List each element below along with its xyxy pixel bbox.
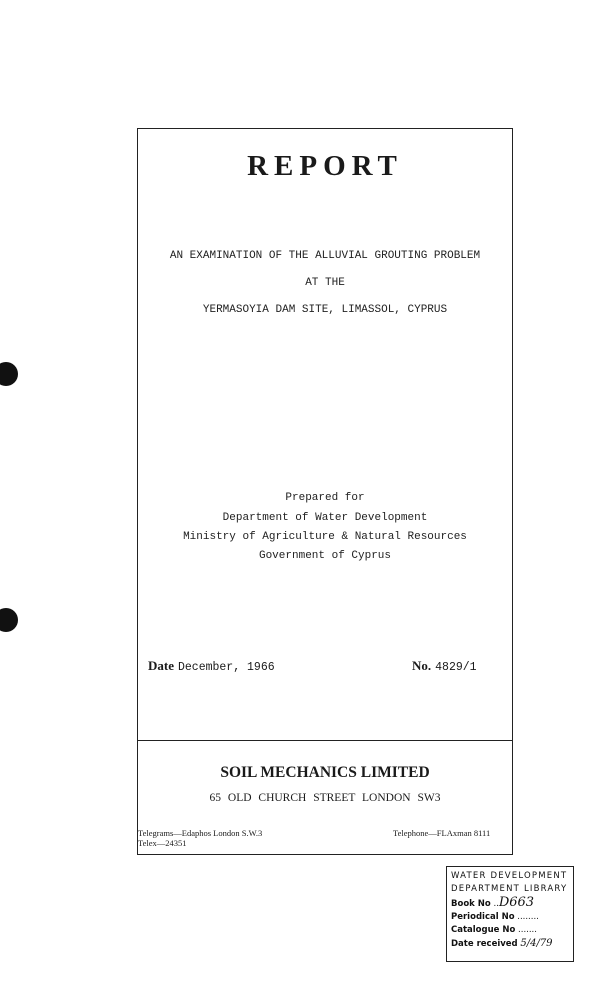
stamp-catalogue-row: Catalogue No ....... <box>451 925 537 935</box>
stamp-date-row <box>451 937 569 951</box>
number-value: 4829/1 <box>435 661 477 674</box>
prepared-for-label: Prepared for <box>285 492 365 504</box>
stamp-line-2: DEPARTMENT LIBRARY <box>451 884 568 894</box>
subject-line-3: YERMASOYIA DAM SITE, LIMASSOL, CYPRUS <box>202 304 448 316</box>
client-line-2: Ministry of Agriculture & Natural Resources <box>183 531 467 543</box>
report-title: REPORT <box>247 150 403 182</box>
footer-divider <box>137 740 513 741</box>
telegrams-line: Telegrams—Edaphos London S.W.3 <box>138 828 263 838</box>
book-number: D663 <box>498 895 535 910</box>
subject-line-2: AT THE <box>305 277 345 289</box>
date-value: December, 1966 <box>178 661 275 674</box>
periodical-label: Periodical No <box>451 912 515 922</box>
company-address: 65 OLD CHURCH STREET LONDON SW3 <box>209 792 441 804</box>
date-received-value: 5/4/79 <box>520 938 553 949</box>
punch-hole-lower <box>0 608 18 632</box>
date-received-label: Date received <box>451 939 518 949</box>
subject-line-1: AN EXAMINATION OF THE ALLUVIAL GROUTING PROBLEM <box>169 250 481 262</box>
book-label: Book No <box>451 899 491 909</box>
catalogue-label: Catalogue No <box>451 925 516 935</box>
telex-line: Telex—24351 <box>138 838 187 848</box>
client-line-3: Government of Cyprus <box>258 550 392 562</box>
client-line-1: Department of Water Development <box>222 512 428 524</box>
date-label: Date <box>148 658 174 673</box>
library-stamp <box>446 866 574 962</box>
report-date <box>148 657 275 675</box>
punch-hole-upper <box>0 362 18 386</box>
stamp-book-row: Book No ..D663 <box>451 895 535 910</box>
report-number <box>412 657 477 675</box>
telephone-line: Telephone—FLAxman 8111 <box>393 828 491 838</box>
stamp-line-1: WATER DEVELOPMENT <box>451 871 568 881</box>
number-label: No. <box>412 658 432 673</box>
stamp-periodical-row: Periodical No ........ <box>451 912 539 922</box>
company-name: SOIL MECHANICS LIMITED <box>220 764 430 781</box>
